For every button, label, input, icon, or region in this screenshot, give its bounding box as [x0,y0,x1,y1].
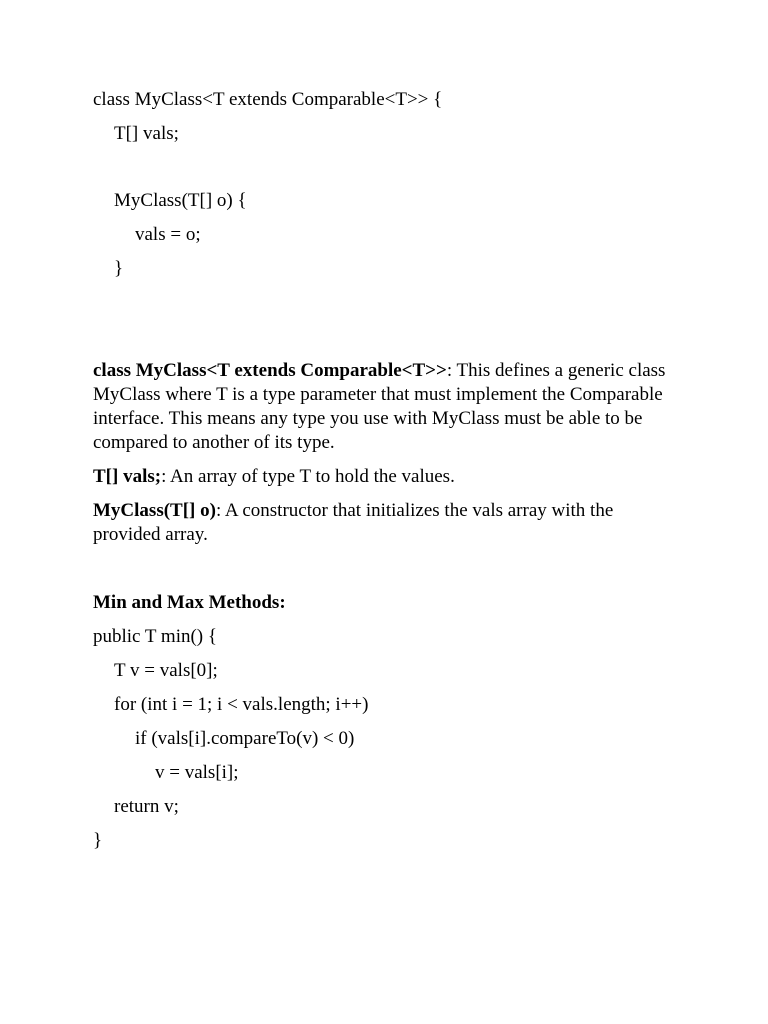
explanation-text: : This defines a generic class MyClass where T is a type parameter that must implement the Comparable interface. This means any type you use with MyClass must be able to be compared to another of its type. [93,360,666,453]
explanation-term: class MyClass<T extends Comparable<T>> [93,360,447,381]
code-line: for (int i = 1; i < vals.length; i++) [114,694,369,715]
explanation-text: : An array of type T to hold the values. [161,466,455,487]
code-line: if (vals[i].compareTo(v) < 0) [135,728,355,749]
code-line: class MyClass<T extends Comparable<T>> { [93,89,443,110]
code-line: } [114,258,124,279]
code-line: T[] vals; [114,123,179,144]
explanation-term: T[] vals; [93,466,162,487]
document-page [93,0,693,1024]
explanation-paragraph [93,465,683,489]
code-line: MyClass(T[] o) { [114,190,247,211]
code-line: v = vals[i]; [155,762,239,783]
explanation-text: : A constructor that initializes the vals array with the provided array. [93,500,614,545]
code-line: return v; [114,796,179,817]
section-heading: Min and Max Methods: [93,592,286,613]
explanation-paragraph [93,359,683,455]
code-line: T v = vals[0]; [114,660,218,681]
code-line: public T min() { [93,626,217,647]
explanation-paragraph [93,499,683,547]
explanation-term: MyClass(T[] o) [93,500,216,521]
code-line: vals = o; [135,224,201,245]
code-line: } [93,830,103,851]
